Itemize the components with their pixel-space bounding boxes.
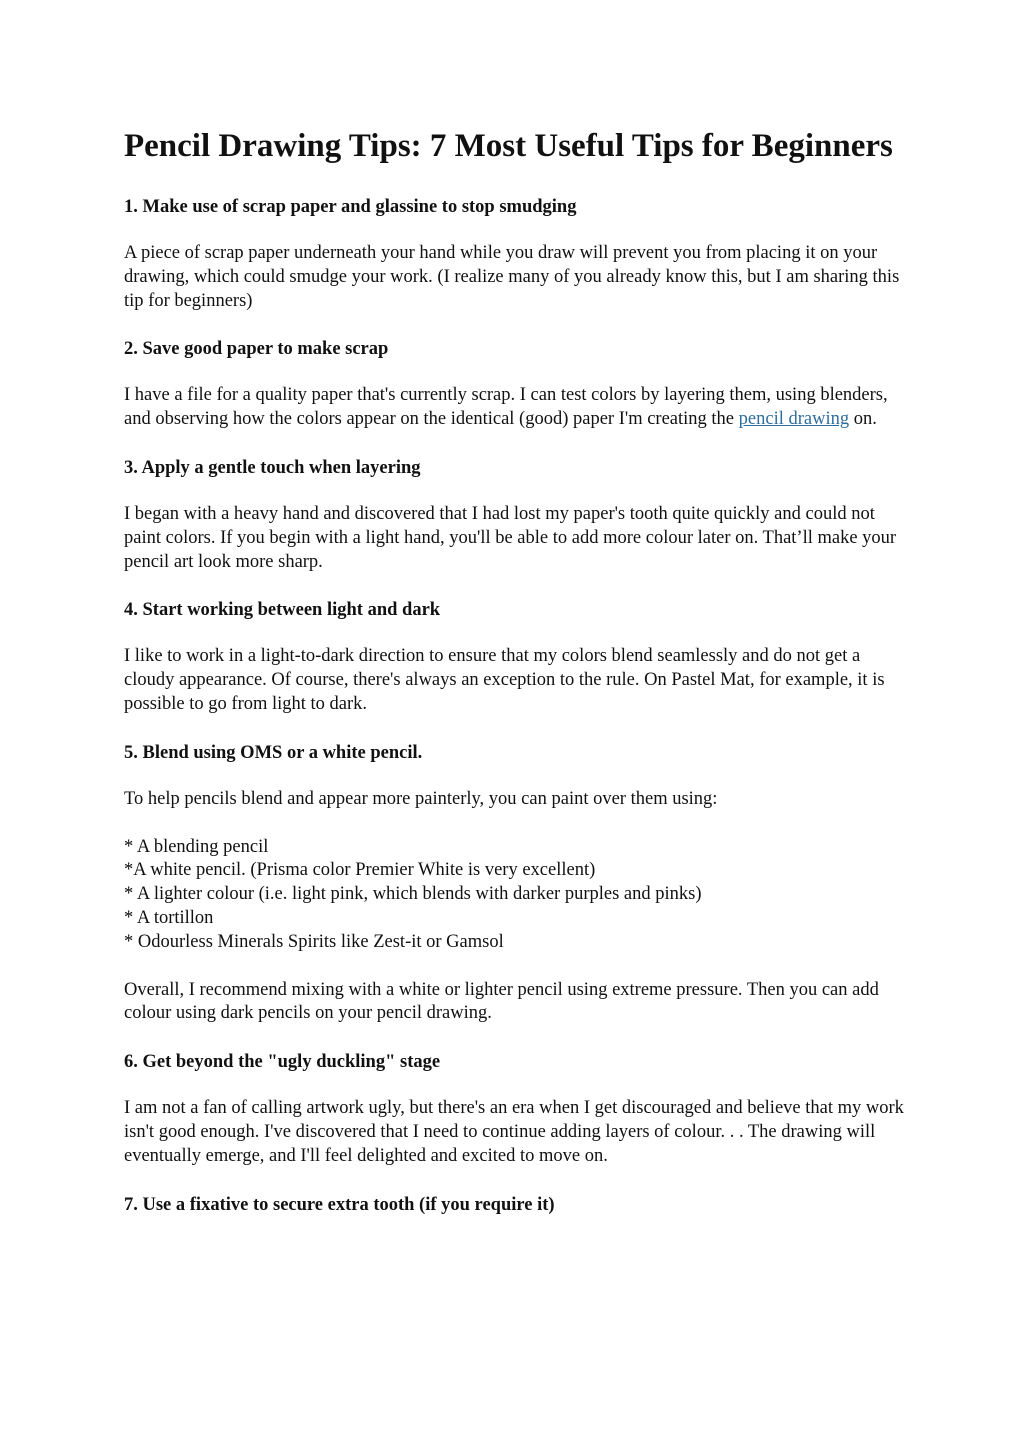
blending-tools-list	[124, 836, 904, 955]
section-conclusion: Overall, I recommend mixing with a white or lighter pencil using extreme pressure. Then you can add colour using dark pencils on your pencil drawing.	[124, 979, 879, 1024]
paragraph-text: on.	[849, 409, 877, 430]
pencil-drawing-link[interactable]: pencil drawing	[738, 409, 850, 430]
section-paragraph: I began with a heavy hand and discovered that I had lost my paper's tooth quite quickly and could not paint colors. If you begin with a light hand, you'll be able to add more colour later on. That’ll make your pencil art look more sharp.	[124, 503, 897, 572]
section-6	[124, 1050, 904, 1168]
section-1	[124, 195, 904, 313]
section-heading: 1. Make use of scrap paper and glassine to stop smudging	[124, 197, 577, 217]
section-heading: 3. Apply a gentle touch when layering	[124, 457, 421, 478]
section-heading: 7. Use a fixative to secure extra tooth (if you require it)	[124, 1194, 555, 1215]
page-title: Pencil Drawing Tips: 7 Most Useful Tips for Beginners	[124, 128, 893, 164]
list-item: * A lighter colour (i.e. light pink, which blends with darker purples and pinks)	[124, 884, 702, 905]
section-5	[124, 741, 904, 1026]
section-3	[124, 456, 904, 574]
paragraph-text: I have a file for a quality paper that's currently scrap. I can test colors by layering them, using blenders, and observing how the colors appear on the identical (good) paper I'm creating the	[124, 385, 888, 430]
section-heading: 6. Get beyond the "ugly duckling" stage	[124, 1052, 441, 1073]
section-paragraph: A piece of scrap paper underneath your hand while you draw will prevent you from placing it on your drawing, which could smudge your work. (I realize many of you already know this, but I am sharing this tip for beginners)	[124, 243, 900, 311]
section-7	[124, 1193, 904, 1217]
section-paragraph: I like to work in a light-to-dark direction to ensure that my colors blend seamlessly and do not get a cloudy appearance. Of course, there's always an exception to the rule. On Pastel Mat, for example, it is possible to go from light to dark.	[124, 646, 885, 714]
list-item: * Odourless Minerals Spirits like Zest-it or Gamsol	[124, 931, 504, 952]
section-heading: 2. Save good paper to make scrap	[124, 339, 389, 360]
section-intro: To help pencils blend and appear more painterly, you can paint over them using:	[124, 788, 718, 809]
section-paragraph: I am not a fan of calling artwork ugly, but there's an era when I get discouraged and believe that my work isn't good enough. I've discovered that I need to continue adding layers of colour. . . The drawing will eventually emerge, and I'll feel delighted and excited to move on.	[124, 1098, 904, 1166]
section-2	[124, 337, 904, 432]
section-heading: 4. Start working between light and dark	[124, 600, 441, 621]
section-paragraph	[124, 384, 904, 432]
list-item: * A tortillon	[124, 907, 214, 928]
section-4	[124, 598, 904, 716]
document-page	[124, 126, 904, 1240]
list-item: *A white pencil. (Prisma color Premier White is very excellent)	[124, 860, 596, 881]
section-heading: 5. Blend using OMS or a white pencil.	[124, 742, 423, 763]
list-item: * A blending pencil	[124, 836, 269, 857]
